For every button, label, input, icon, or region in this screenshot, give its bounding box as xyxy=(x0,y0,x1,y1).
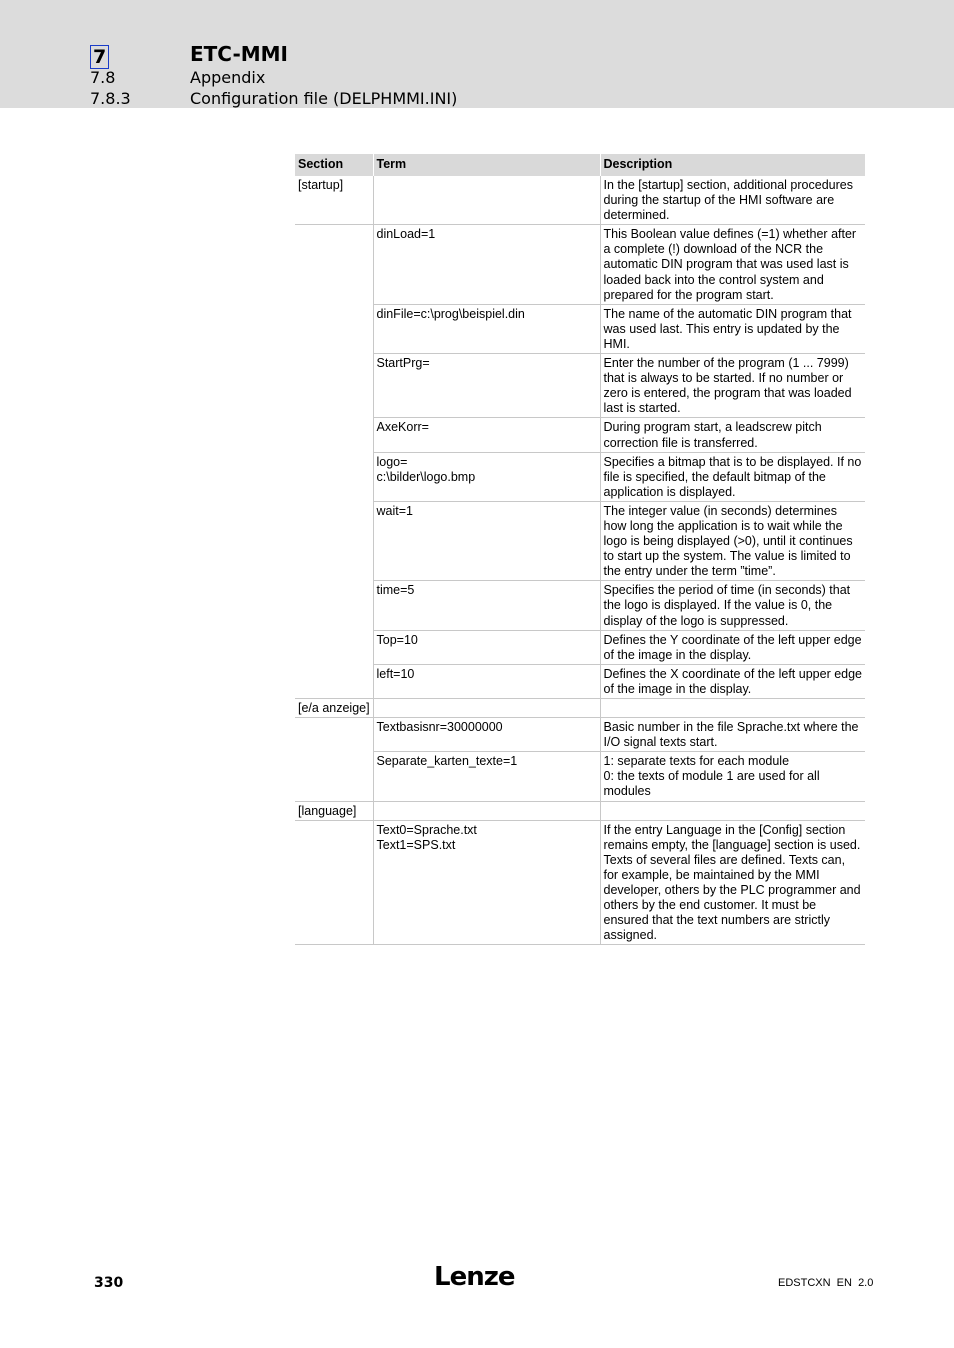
cell-section xyxy=(295,664,373,698)
table-row xyxy=(295,718,865,752)
cell-term: time=5 xyxy=(373,581,600,630)
table-row xyxy=(295,225,865,304)
subsection-number: 7.8.3 xyxy=(90,89,131,108)
cell-description: Specifies the period of time (in seconds) that the logo is displayed. If the value is 0, the display of the logo is suppressed. xyxy=(600,581,865,630)
table-header-row xyxy=(295,154,865,176)
cell-description: Defines the Y coordinate of the left upper edge of the image in the display. xyxy=(600,630,865,664)
cell-section xyxy=(295,225,373,304)
cell-term xyxy=(373,801,600,820)
cell-term: logo= c:\bilder\logo.bmp xyxy=(373,452,600,501)
page-number: 330 xyxy=(94,1275,124,1291)
cell-term: dinFile=c:\prog\beispiel.din xyxy=(373,304,600,353)
table-row xyxy=(295,176,865,225)
cell-description xyxy=(600,699,865,718)
cell-section xyxy=(295,418,373,452)
cell-section xyxy=(295,630,373,664)
cell-description: If the entry Language in the [Config] section remains empty, the [language] section is used. Texts of several files are defined. Texts can, for example, be maintained by the MMI developer, others by the PLC programmer and others by the end customer. It must be ensured that the text numbers are strictly assigned. xyxy=(600,820,865,945)
cell-section xyxy=(295,354,373,418)
table-row xyxy=(295,820,865,945)
config-table xyxy=(295,154,865,945)
cell-description: Basic number in the file Sprache.txt where the I/O signal texts start. xyxy=(600,718,865,752)
cell-term xyxy=(373,176,600,225)
cell-section xyxy=(295,304,373,353)
table-row xyxy=(295,501,865,580)
table-row xyxy=(295,630,865,664)
cell-description: Specifies a bitmap that is to be displayed. If no file is specified, the default bitmap of the application is displayed. xyxy=(600,452,865,501)
cell-section xyxy=(295,718,373,752)
chapter-number[interactable]: 7 xyxy=(90,45,109,69)
cell-description xyxy=(600,752,865,801)
cell-section xyxy=(295,581,373,630)
table-row xyxy=(295,664,865,698)
cell-term: Top=10 xyxy=(373,630,600,664)
table-row xyxy=(295,304,865,353)
document-id: EDSTCXN EN 2.0 xyxy=(778,1277,874,1289)
cell-description: The integer value (in seconds) determines how long the application is to wait while the logo is being displayed (>0), until it continues to start up the system. The value is limited to the entry under the term ”time”. xyxy=(600,501,865,580)
header-term: Term xyxy=(373,154,600,176)
cell-description: The name of the automatic DIN program that was used last. This entry is updated by the HMI. xyxy=(600,304,865,353)
table-row xyxy=(295,452,865,501)
cell-term: StartPrg= xyxy=(373,354,600,418)
cell-description xyxy=(600,801,865,820)
cell-term: Textbasisnr=30000000 xyxy=(373,718,600,752)
cell-term: left=10 xyxy=(373,664,600,698)
description-line: 0: the texts of module 1 are used for all modules xyxy=(603,769,820,799)
cell-description: This Boolean value defines (=1) whether after a complete (!) download of the NCR the automatic DIN program that was used last is loaded back into the control system and prepared for the program start. xyxy=(600,225,865,304)
lenze-logo: Lenze xyxy=(434,1262,515,1292)
description-line: 1: separate texts for each module xyxy=(603,754,790,769)
header-section: Section xyxy=(295,154,373,176)
cell-section: [e/a anzeige] xyxy=(295,699,373,718)
cell-description: In the [startup] section, additional procedures during the startup of the HMI software are determined. xyxy=(600,176,865,225)
cell-term: AxeKorr= xyxy=(373,418,600,452)
cell-section xyxy=(295,820,373,945)
subsection-title: Configuration file (DELPHMMI.INI) xyxy=(190,89,458,108)
cell-section xyxy=(295,501,373,580)
table-row xyxy=(295,752,865,801)
cell-description: During program start, a leadscrew pitch correction file is transferred. xyxy=(600,418,865,452)
chapter-title: ETC-MMI xyxy=(190,42,288,66)
table-row xyxy=(295,354,865,418)
cell-section xyxy=(295,752,373,801)
cell-term xyxy=(373,820,600,945)
table-row xyxy=(295,581,865,630)
cell-description: Enter the number of the program (1 ... 7999) that is always to be started. If no number or zero is entered, the program that was loaded last is started. xyxy=(600,354,865,418)
cell-section: [startup] xyxy=(295,176,373,225)
cell-term xyxy=(373,699,600,718)
cell-term: wait=1 xyxy=(373,501,600,580)
term-line: Text0=Sprache.txt xyxy=(376,822,477,837)
table-row xyxy=(295,418,865,452)
cell-description: Defines the X coordinate of the left upper edge of the image in the display. xyxy=(600,664,865,698)
cell-section: [language] xyxy=(295,801,373,820)
term-line: Text1=SPS.txt xyxy=(376,837,456,852)
cell-term: dinLoad=1 xyxy=(373,225,600,304)
table-row xyxy=(295,801,865,820)
cell-section xyxy=(295,452,373,501)
header-description: Description xyxy=(600,154,865,176)
section-number: 7.8 xyxy=(90,68,116,87)
table-row xyxy=(295,699,865,718)
section-title: Appendix xyxy=(190,68,266,87)
cell-term: Separate_karten_texte=1 xyxy=(373,752,600,801)
